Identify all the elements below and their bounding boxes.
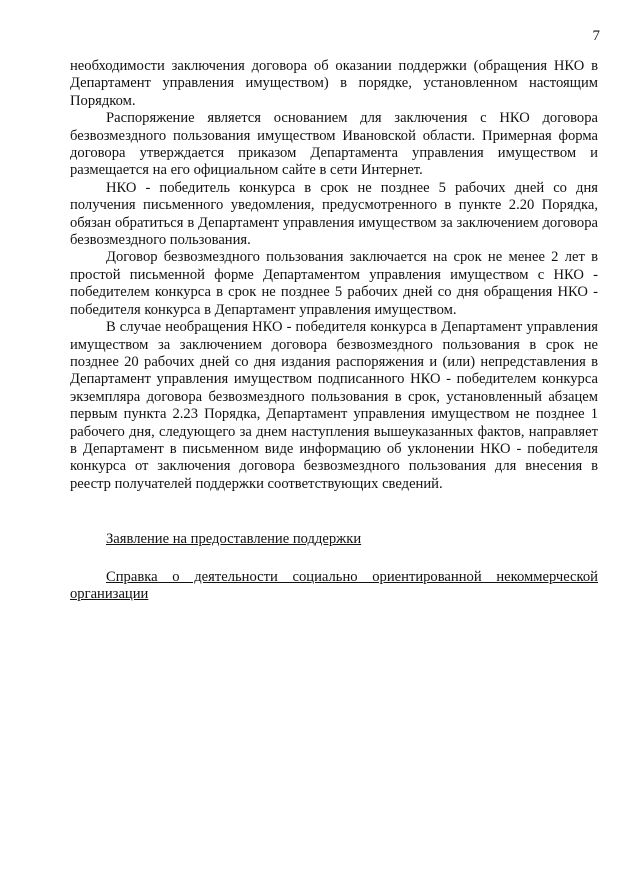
paragraph: НКО - победитель конкурса в срок не позднее 5 рабочих дней со дня получения письменного уведомления, предусмотренного в пункте 2.20 Порядка, обязан обратиться в Департамент управления имуществом за заключением договора безвозмездного пользования. (70, 179, 598, 249)
paragraph: необходимости заключения договора об оказании поддержки (обращения НКО в Департамент управления имуществом) в порядке, установленном настоящим Порядком. (70, 58, 598, 109)
paragraph: Договор безвозмездного пользования заключается на срок не менее 2 лет в простой письменной форме Департаментом управления имуществом с НКО - победителем конкурса в срок не позднее 5 рабочих дней со дня обращения НКО - победителя конкурса в Департамент управления имуществом. (70, 249, 598, 318)
page-number: 7 (592, 28, 600, 44)
attachment-links (70, 531, 598, 603)
application-link[interactable]: Заявление на предоставление поддержки (106, 531, 362, 548)
document-body (70, 58, 598, 603)
certificate-link[interactable]: Справка о деятельности социально ориентированной некоммерческой организации (70, 568, 598, 602)
paragraph: Распоряжение является основанием для заключения с НКО договора безвозмездного пользования имуществом Ивановской области. Примерная форма договора утверждается приказом Департамента управления имуществом и размещается на его официальном сайте в сети Интернет. (70, 110, 598, 179)
paragraph: В случае необращения НКО - победителя конкурса в Департамент управления имуществом за заключением договора безвозмездного пользования в срок не позднее 20 рабочих дней со дня издания распоряжения и (или) непредставления в Департамент управления имуществом подписанного НКО - победителем конкурса экземпляра договора безвозмездного пользования в срок, установленный абзацем первым пункта 2.23 Порядка, Департамент управления имуществом не позднее 1 рабочего дня, следующего за днем наступления вышеуказанных фактов, направляет в Департамент в письменном виде информацию об уклонении НКО - победителя конкурса от заключения договора безвозмездного пользования для внесения в реестр получателей поддержки соответствующих сведений. (70, 319, 598, 492)
